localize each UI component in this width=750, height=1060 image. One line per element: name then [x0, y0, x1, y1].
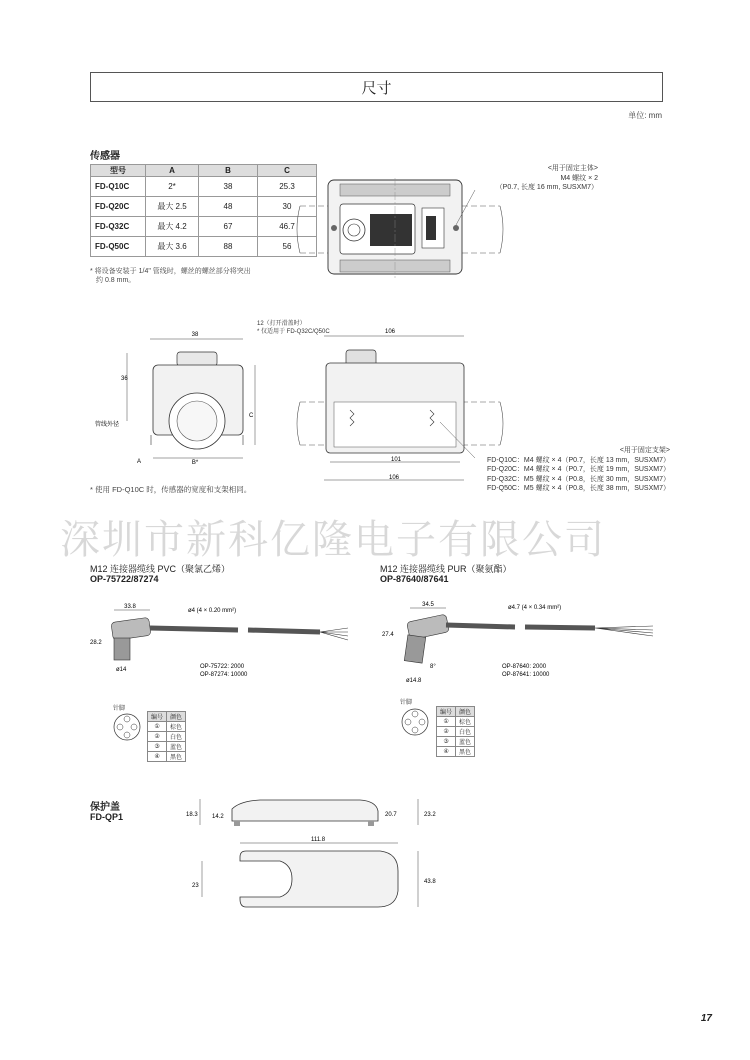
pvc-cable-model: OP-75722/87274 [90, 574, 159, 584]
dim-101: 101 [390, 457, 402, 463]
cell-model: FD-Q10C [91, 177, 146, 197]
width-note: * 使用 FD-Q10C 时，传感器的宽度和支架相同。 [90, 485, 252, 494]
sensor-note-line2: 约 0.8 mm。 [96, 277, 136, 284]
sensor-spec-table [90, 164, 317, 257]
pin-cell: 黑色 [456, 747, 475, 757]
dim-23-2: 23.2 [424, 812, 436, 818]
sensor-note [90, 267, 251, 285]
dim-28-2: 28.2 [90, 640, 102, 646]
sensor-heading: 传感器 [90, 151, 120, 162]
table-row [91, 197, 317, 217]
pin-cell: 蓝色 [456, 737, 475, 747]
cell-c: 25.3 [258, 177, 317, 197]
dim-a: A [137, 459, 142, 465]
dim-106-bottom: 106 [388, 475, 400, 481]
cell-b: 38 [199, 177, 258, 197]
dim-34-5: 34.5 [422, 602, 434, 608]
pvc-length-2: OP-87274: 10000 [200, 672, 248, 678]
pur-cable-drawing [380, 598, 665, 693]
table-row [148, 752, 186, 762]
bracket-callout-line: FD-Q50C：M5 螺纹 × 4（P0.8，长度 38 mm，SUSXM7） [486, 485, 670, 492]
cell-c: 46.7 [258, 217, 317, 237]
dim-36: 36 [121, 376, 128, 382]
header-model: 型号 [91, 165, 146, 177]
body-mount-title: <用于固定主体> [547, 165, 598, 172]
bracket-callout-line: FD-Q20C：M4 螺纹 × 4（P0.7，长度 19 mm，SUSXM7） [486, 466, 670, 473]
cell-b: 48 [199, 197, 258, 217]
cell-b: 88 [199, 237, 258, 257]
cell-a: 最大 3.6 [146, 237, 199, 257]
pvc-wire-spec: ø4 (4 × 0.20 mm²) [188, 608, 237, 614]
pur-cable-title: M12 连接器缆线 PUR（聚氨酯） [380, 564, 512, 574]
dim-c: C [249, 413, 254, 419]
sensor-front-view-drawing [95, 325, 275, 466]
header-a: A [146, 165, 199, 177]
pur-pin-diagram [400, 707, 430, 737]
cover-heading: 保护盖 [90, 802, 120, 813]
bracket-callout-line: FD-Q32C：M5 螺纹 × 4（P0.8，长度 30 mm，SUSXM7） [486, 475, 670, 483]
dim-106-top: 106 [384, 329, 396, 335]
dim-33-8: 33.8 [124, 604, 136, 610]
bracket-callout [487, 446, 670, 494]
body-mount-spec: （P0.7, 长度 16 mm, SUSXM7） [495, 184, 598, 191]
cell-a: 最大 4.2 [146, 217, 199, 237]
pin-cell: ③ [148, 742, 167, 752]
cell-model: FD-Q50C [91, 237, 146, 257]
pin-cell: ④ [148, 752, 167, 762]
pur-length-2: OP-87641: 10000 [502, 672, 550, 678]
pin-cell: 白色 [167, 732, 186, 742]
dim-27-4: 27.4 [382, 632, 394, 638]
pvc-cable-drawing [90, 600, 370, 690]
table-row [148, 742, 186, 752]
table-row [437, 747, 475, 757]
cell-model: FD-Q32C [91, 217, 146, 237]
pin-cell: 蓝色 [167, 742, 186, 752]
pur-pin-table [436, 706, 475, 757]
table-row [148, 712, 186, 722]
pvc-pin-diagram [112, 712, 142, 742]
pvc-length-1: OP-75722: 2000 [200, 664, 245, 670]
pin-cell: 颜色 [167, 712, 186, 722]
dim-38: 38 [191, 332, 199, 338]
pin-cell: ① [148, 722, 167, 732]
open-cover-label: 12（打开滑盖时） [257, 321, 306, 327]
pur-pins-label: 针脚 [400, 700, 413, 706]
table-header-row [91, 165, 317, 177]
only-for-label: * 仅适用于 FD-Q32C/Q50C [257, 329, 330, 335]
pipe-od-label: 管线外径 [95, 422, 120, 428]
cell-c: 56 [258, 237, 317, 257]
dim-43-8: 43.8 [424, 879, 436, 885]
bracket-callout-title: <用于固定支架> [619, 447, 670, 454]
dim-18-3: 18.3 [186, 812, 198, 818]
pur-cable-model: OP-87640/87641 [380, 574, 449, 584]
cover-drawing [180, 795, 450, 910]
unit-label: 单位: mm [628, 111, 662, 120]
dim-phi14-8: ø14.8 [406, 678, 422, 684]
dim-angle: 8° [430, 664, 436, 670]
table-row [437, 717, 475, 727]
pin-cell: 黑色 [167, 752, 186, 762]
pin-cell: 编号 [148, 712, 167, 722]
header-b: B [199, 165, 258, 177]
cell-a: 最大 2.5 [146, 197, 199, 217]
sensor-top-view-drawing [290, 178, 510, 278]
page-title-box [90, 72, 663, 102]
page-title: 尺寸 [361, 79, 392, 97]
sensor-side-view-drawing [290, 330, 510, 490]
watermark: 深圳市新科亿隆电子有限公司 [60, 517, 606, 563]
dim-14-2: 14.2 [212, 814, 224, 820]
cell-a: 2* [146, 177, 199, 197]
pvc-cable-title: M12 连接器缆线 PVC（聚氯乙烯） [90, 564, 231, 574]
pur-length-1: OP-87640: 2000 [502, 664, 547, 670]
pin-cell: ① [437, 717, 456, 727]
pvc-pin-table [147, 711, 186, 762]
header-c: C [258, 165, 317, 177]
pvc-pins-label: 针脚 [113, 706, 126, 712]
cell-b: 67 [199, 217, 258, 237]
table-row [437, 707, 475, 717]
pin-cell: ② [148, 732, 167, 742]
table-row [148, 732, 186, 742]
cover-model: FD-QP1 [90, 812, 124, 822]
pin-cell: ② [437, 727, 456, 737]
pin-cell: ④ [437, 747, 456, 757]
table-row [148, 722, 186, 732]
pin-cell: 棕色 [167, 722, 186, 732]
dim-23: 23 [192, 883, 199, 889]
page-number: 17 [700, 1013, 712, 1024]
dim-phi14: ø14 [116, 667, 127, 673]
table-row [91, 237, 317, 257]
pur-wire-spec: ø4.7 (4 × 0.34 mm²) [508, 605, 562, 611]
pin-cell: 白色 [456, 727, 475, 737]
pin-cell: ③ [437, 737, 456, 747]
pin-cell: 编号 [437, 707, 456, 717]
table-row [91, 217, 317, 237]
pin-cell: 颜色 [456, 707, 475, 717]
cell-model: FD-Q20C [91, 197, 146, 217]
pin-cell: 棕色 [456, 717, 475, 727]
dim-20-7: 20.7 [385, 812, 397, 818]
table-row [91, 177, 317, 197]
body-mount-thread: M4 螺纹 × 2 [560, 174, 598, 182]
cell-c: 30 [258, 197, 317, 217]
body-mount-callout [496, 164, 598, 193]
table-row [437, 737, 475, 747]
dim-b: B* [191, 460, 199, 466]
sensor-note-line1: * 将设备安装于 1/4" 管线时，螺丝的螺丝部分将突出 [90, 268, 251, 275]
bracket-callout-line: FD-Q10C：M4 螺纹 × 4（P0.7，长度 13 mm，SUSXM7） [486, 456, 670, 464]
dim-111-8: 111.8 [310, 837, 326, 843]
table-row [437, 727, 475, 737]
